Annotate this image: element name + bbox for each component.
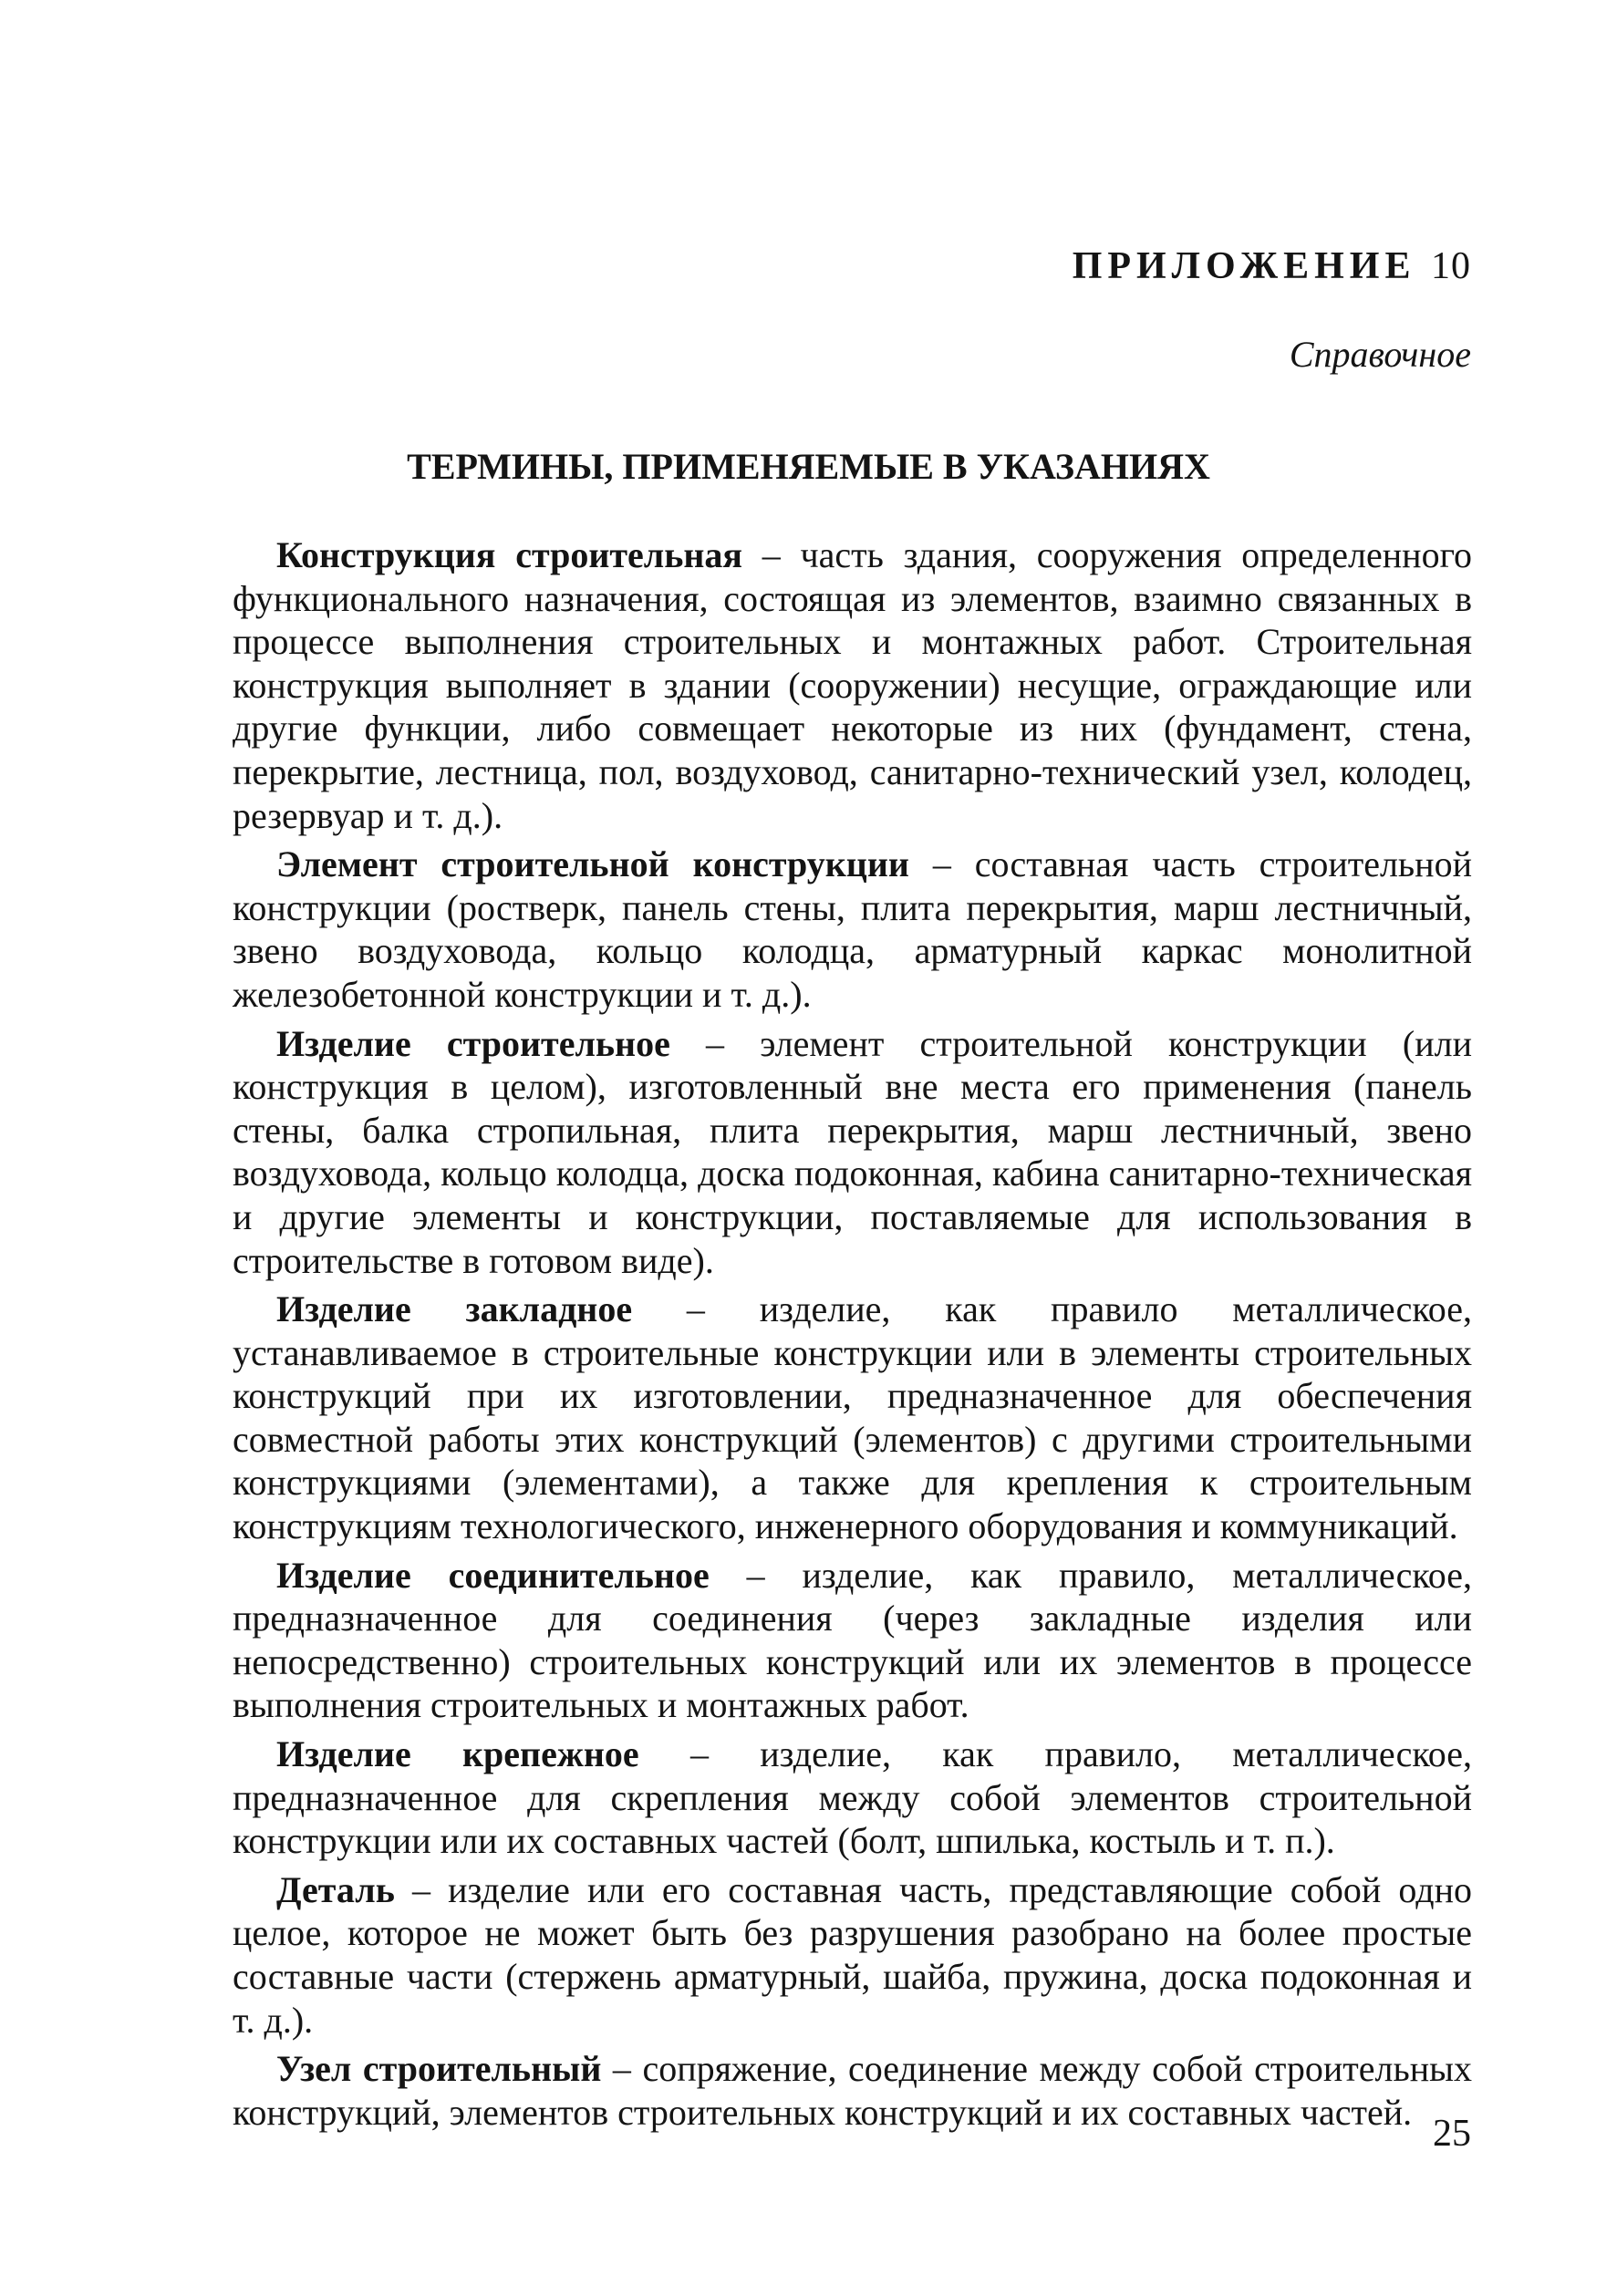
term-definition: – часть здания, сооружения определенного функционального назначения, состоящая из элементов, взаимно связанных в процессе выполнения строительных и монтажных работ. Строительная конструкция выполняет в здании (сооружении) несущие, ограждающие или другие функции, либо совмещает некоторые из них (фундамент, стена, перекрытие, лестница, пол, воздуховод, санитарно-технический узел, колодец, резервуар и т. д.). [233,534,1472,836]
term-definition: – элемент строительной конструкции (или конструкция в целом), изготовленный вне места его применения (панель стены, балка стропильная, плита перекрытия, марш лестничный, звено воздуховода, кольцо колодца, доска подоконная, кабина санитарно-техническая и другие элементы и конструкции, поставляемые для использования в строительстве в готовом виде). [233,1022,1472,1281]
term-entry [233,843,1472,1016]
term: Элемент строительной конструкции [276,843,909,885]
term-entry [233,1022,1472,1283]
term-definition: – сопряжение, соединение между собой строительных конструкций, элементов строительных конструкций и их составных частей. [233,2048,1472,2133]
term-definition: – изделие или его составная часть, представляющие собой одно целое, которое не может быть без разрушения разобрано на более простые составные части (стержень арматурный, шайба, пружина, доска подоконная и т. д.). [233,1868,1472,2041]
term: Конструкция строительная [276,534,743,575]
term: Деталь [276,1868,395,1910]
reference-label: Справочное [1289,334,1471,375]
appendix-number: 10 [1431,245,1471,287]
term-definition: – изделие, как правило, металлическое, предназначенное для скрепления между собой элементов строительной конструкции или их составных частей (болт, шпилька, костыль и т. п.). [233,1733,1473,1862]
term: Изделие закладное [276,1288,633,1330]
term-entry [233,533,1472,837]
terms-list [233,533,1472,2139]
appendix-heading [1073,244,1471,288]
term-entry [233,1732,1472,1863]
term: Изделие крепежное [276,1733,639,1775]
term: Изделие соединительное [276,1554,710,1596]
term-definition: – составная часть строительной конструкции (ростверк, панель стены, плита перекрытия, марш лестничный, звено воздуховода, кольцо колодца, арматурный каркас монолитной железобетонной конструкции и т. д.). [233,843,1472,1015]
term-entry [233,2047,1472,2134]
term: Изделие строительное [276,1022,670,1064]
term-definition: – изделие, как правило металлическое, устанавливаемое в строительные конструкции или в элементы строительных конструкций при их изготовлении, предназначенное для обеспечения совместной работы этих конструкций (элементов) с другими строительными конструкциями (элементами), а также для крепления к строительным конструкциям технологического, инженерного оборудования и коммуникаций. [233,1288,1473,1547]
appendix-word: ПРИЛОЖЕНИЕ [1072,245,1416,287]
term-entry [233,1288,1472,1548]
term: Узел строительный [276,2048,602,2090]
page-title: ТЕРМИНЫ, ПРИМЕНЯЕМЫЕ В УКАЗАНИЯХ [407,446,1210,487]
term-entry [233,1868,1472,2042]
page-number: 25 [1433,2113,1471,2155]
term-definition: – изделие, как правило, металлическое, предназначенное для соединения (через закладные изделия или непосредственно) строительных конструкций или их элементов в процессе выполнения строительных и монтажных работ. [233,1554,1472,1726]
term-entry [233,1554,1472,1727]
